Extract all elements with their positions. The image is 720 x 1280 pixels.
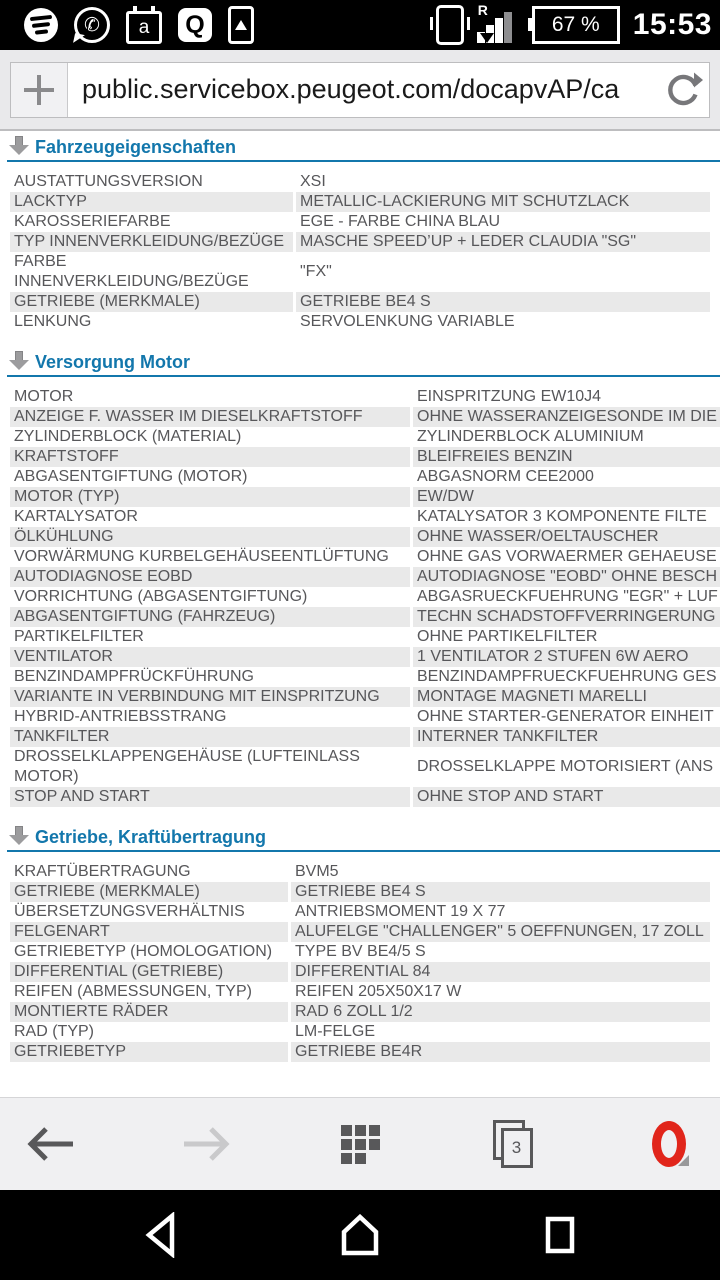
- table-row: [10, 707, 720, 727]
- table-row: [10, 292, 710, 312]
- table-row: [10, 487, 720, 507]
- spec-label: KRAFTÜBERTRAGUNG: [14, 863, 191, 880]
- spec-value: 1 VENTILATOR 2 STUFEN 6W AERO: [413, 647, 720, 667]
- spec-value: INTERNER TANKFILTER: [413, 727, 720, 747]
- spec-value: GETRIEBE BE4 S: [291, 882, 710, 902]
- spec-label: MOTOR: [14, 388, 74, 405]
- back-arrow-icon: [26, 1126, 76, 1162]
- table-row: [10, 252, 710, 292]
- table-row: [10, 447, 720, 467]
- spec-value: MONTAGE MAGNETI MARELLI: [413, 687, 720, 707]
- spec-value: OHNE STARTER-GENERATOR EINHEIT: [417, 708, 714, 725]
- system-status-icons: [436, 2, 712, 45]
- table-row: [10, 942, 710, 962]
- spec-section: [7, 826, 720, 1062]
- table-row: [10, 862, 710, 882]
- spec-table: [7, 172, 713, 332]
- spec-label: BENZINDAMPFRÜCKFÜHRUNG: [14, 668, 254, 685]
- spec-label: ABGASENTGIFTUNG (MOTOR): [14, 468, 248, 485]
- spec-value: ABGASNORM CEE2000: [417, 468, 594, 485]
- spec-table: [7, 862, 713, 1062]
- spec-label: ABGASENTGIFTUNG (FAHRZEUG): [10, 607, 410, 627]
- spec-label: MOTOR (TYP): [10, 487, 410, 507]
- nav-recents-icon: [545, 1216, 575, 1254]
- opera-menu-icon: [652, 1121, 686, 1167]
- table-row: [10, 962, 710, 982]
- table-row: [10, 882, 710, 902]
- spec-value: SERVOLENKUNG VARIABLE: [300, 313, 515, 330]
- spec-label: KARTALYSATOR: [14, 508, 138, 525]
- spec-value: EINSPRITZUNG EW10J4: [417, 388, 602, 405]
- spec-section: [7, 136, 720, 332]
- signal-notch: [480, 33, 494, 43]
- notification-icons: [24, 6, 254, 44]
- spec-value: OHNE STOP AND START: [413, 787, 720, 807]
- table-row: [10, 172, 710, 192]
- nav-back-icon: [144, 1212, 176, 1258]
- forward-button[interactable]: [177, 1115, 235, 1173]
- new-tab-button[interactable]: [11, 63, 68, 117]
- table-row: [10, 192, 710, 212]
- spec-value: DIFFERENTIAL 84: [291, 962, 710, 982]
- table-row: [10, 527, 720, 547]
- collapse-arrow-icon: [9, 136, 29, 156]
- spec-value: MASCHE SPEED’UP + LEDER CLAUDIA "SG": [296, 232, 710, 252]
- reload-icon: [663, 70, 703, 110]
- spec-label: MONTIERTE RÄDER: [10, 1002, 288, 1022]
- spec-label: ANZEIGE F. WASSER IM DIESELKRAFTSTOFF: [10, 407, 410, 427]
- signal-strength-icon: [477, 2, 519, 45]
- spec-value: EGE - FARBE CHINA BLAU: [300, 213, 501, 230]
- whatsapp-icon: ✆: [74, 7, 110, 43]
- spec-label: KAROSSERIEFARBE: [14, 213, 171, 230]
- spec-label: AUTODIAGNOSE EOBD: [10, 567, 410, 587]
- spec-value: AUTODIAGNOSE "EOBD" OHNE BESCH: [413, 567, 720, 587]
- spec-label: DIFFERENTIAL (GETRIEBE): [10, 962, 288, 982]
- spec-value: GETRIEBE BE4R: [291, 1042, 710, 1062]
- spec-label: GETRIEBE (MERKMALE): [10, 882, 288, 902]
- spec-value: OHNE GAS VORWAERMER GEHAEUSE: [417, 548, 717, 565]
- spec-value: ALUFELGE "CHALLENGER" 5 OEFFNUNGEN, 17 ZOLL: [291, 922, 710, 942]
- spec-label: RAD (TYP): [14, 1023, 94, 1040]
- table-row: [10, 587, 720, 607]
- spec-value: GETRIEBE BE4 S: [296, 292, 710, 312]
- spec-value: DROSSELKLAPPE MOTORISIERT (ANS: [417, 758, 714, 775]
- table-row: [10, 547, 720, 567]
- spec-label: STOP AND START: [10, 787, 410, 807]
- spec-value: ANTRIEBSMOMENT 19 X 77: [295, 903, 506, 920]
- table-row: [10, 567, 720, 587]
- spec-label: REIFEN (ABMESSUNGEN, TYP): [14, 983, 252, 1000]
- table-row: [10, 982, 710, 1002]
- clock: 15:53: [632, 8, 712, 41]
- table-row: [10, 312, 710, 332]
- table-row: [10, 387, 720, 407]
- collapse-arrow-icon: [9, 351, 29, 371]
- tabs-button[interactable]: [486, 1115, 544, 1173]
- spec-label: VORRICHTUNG (ABGASENTGIFTUNG): [14, 588, 308, 605]
- section-header[interactable]: [7, 136, 720, 162]
- table-row: [10, 687, 720, 707]
- spec-value: OHNE PARTIKELFILTER: [417, 628, 598, 645]
- spec-value: "FX": [300, 263, 332, 280]
- status-bar: [0, 0, 720, 50]
- spec-value: KATALYSATOR 3 KOMPONENTE FILTE: [417, 508, 707, 525]
- spec-label: FARBE INNENVERKLEIDUNG/BEZÜGE: [14, 253, 249, 290]
- table-row: [10, 467, 720, 487]
- table-row: [10, 1022, 710, 1042]
- spec-label: DROSSELKLAPPENGEHÄUSE (LUFTEINLASS MOTOR): [14, 748, 360, 785]
- spec-value: ZYLINDERBLOCK ALUMINIUM: [417, 428, 644, 445]
- section-title: Fahrzeugeigenschaften: [35, 137, 237, 157]
- spec-label: ZYLINDERBLOCK (MATERIAL): [14, 428, 242, 445]
- table-row: [10, 1002, 710, 1022]
- spec-value: OHNE WASSERANZEIGESONDE IM DIE: [413, 407, 720, 427]
- spec-label: KRAFTSTOFF: [10, 447, 410, 467]
- android-nav-bar: [0, 1190, 720, 1280]
- spotify-icon: [24, 8, 58, 42]
- plus-icon: [24, 75, 54, 105]
- nav-back-button[interactable]: [137, 1210, 183, 1260]
- speed-dial-button[interactable]: [331, 1115, 389, 1173]
- speed-dial-grid-icon: [341, 1125, 380, 1164]
- spec-value: TYPE BV BE4/5 S: [295, 943, 426, 960]
- table-row: [10, 647, 720, 667]
- spec-label: HYBRID-ANTRIEBSSTRANG: [14, 708, 227, 725]
- page-content: [0, 131, 720, 1097]
- table-row: [10, 787, 720, 807]
- table-row: [10, 607, 720, 627]
- spec-label: FELGENART: [10, 922, 288, 942]
- section-title: Getriebe, Kraftübertragung: [35, 827, 267, 847]
- spec-section: [7, 351, 720, 807]
- table-row: [10, 407, 720, 427]
- spec-value: LM-FELGE: [295, 1023, 376, 1040]
- spec-value: METALLIC-LACKIERUNG MIT SCHUTZLACK: [296, 192, 710, 212]
- table-row: [10, 232, 710, 252]
- spec-label: TANKFILTER: [10, 727, 410, 747]
- spec-label: LACKTYP: [10, 192, 293, 212]
- back-button[interactable]: [22, 1115, 80, 1173]
- table-row: [10, 747, 720, 787]
- tabs-icon: [493, 1120, 537, 1168]
- spec-value: RAD 6 ZOLL 1/2: [291, 1002, 710, 1022]
- table-row: [10, 627, 720, 647]
- table-row: [10, 902, 710, 922]
- opera-menu-button[interactable]: [640, 1115, 698, 1173]
- spec-label: AUSTATTUNGSVERSION: [14, 173, 203, 190]
- roaming-indicator: R: [477, 2, 488, 18]
- opera-toolbar: [0, 1097, 720, 1190]
- spec-label: PARTIKELFILTER: [14, 628, 144, 645]
- tab-count-badge: 3: [511, 1138, 522, 1157]
- table-row: [10, 507, 720, 527]
- table-row: [10, 1042, 710, 1062]
- spec-label: ÖLKÜHLUNG: [10, 527, 410, 547]
- browser-chrome: [0, 50, 720, 131]
- spec-value: OHNE WASSER/OELTAUSCHER: [413, 527, 720, 547]
- nav-recents-button[interactable]: [537, 1210, 583, 1260]
- section-header[interactable]: [7, 351, 720, 377]
- table-row: [10, 727, 720, 747]
- spec-value: ABGASRUECKFUEHRUNG "EGR" + LUF: [417, 588, 718, 605]
- spec-value: BLEIFREIES BENZIN: [413, 447, 720, 467]
- forward-arrow-icon: [181, 1126, 231, 1162]
- spec-label: TYP INNENVERKLEIDUNG/BEZÜGE: [10, 232, 293, 252]
- battery-percent: 67 %: [551, 13, 600, 36]
- spec-value: XSI: [300, 173, 326, 190]
- section-title: Versorgung Motor: [35, 352, 191, 372]
- spec-value: REIFEN 205X50X17 W: [295, 983, 462, 1000]
- table-row: [10, 667, 720, 687]
- nav-home-icon: [340, 1214, 380, 1256]
- nav-home-button[interactable]: [337, 1210, 383, 1260]
- device-warning-icon: [228, 6, 254, 44]
- reload-button[interactable]: [657, 63, 709, 117]
- spec-label: VORWÄRMUNG KURBELGEHÄUSEENTLÜFTUNG: [14, 548, 389, 565]
- spec-table: [7, 387, 720, 807]
- q-app-icon: Q: [178, 8, 212, 42]
- spec-value: BENZINDAMPFRUECKFUEHRUNG GES: [417, 668, 717, 685]
- vibrate-icon: [436, 5, 464, 45]
- spec-label: VARIANTE IN VERBINDUNG MIT EINSPRITZUNG: [10, 687, 410, 707]
- table-row: [10, 212, 710, 232]
- spec-label: ÜBERSETZUNGSVERHÄLTNIS: [14, 903, 245, 920]
- spec-value: TECHN SCHADSTOFFVERRINGERUNG: [413, 607, 720, 627]
- collapse-arrow-icon: [9, 826, 29, 846]
- table-row: [10, 922, 710, 942]
- section-header[interactable]: [7, 826, 720, 852]
- spec-label: GETRIEBETYP: [10, 1042, 288, 1062]
- battery-icon: [532, 6, 620, 44]
- calendar-a-icon: a: [126, 11, 162, 44]
- spec-value: EW/DW: [413, 487, 720, 507]
- url-field[interactable]: public.servicebox.peugeot.com/docapvAP/ca: [82, 74, 620, 104]
- table-row: [10, 427, 720, 447]
- spec-value: BVM5: [295, 863, 339, 880]
- spec-label: GETRIEBETYP (HOMOLOGATION): [14, 943, 273, 960]
- address-bar: [10, 62, 710, 118]
- spec-label: GETRIEBE (MERKMALE): [10, 292, 293, 312]
- spec-label: LENKUNG: [14, 313, 92, 330]
- spec-label: VENTILATOR: [10, 647, 410, 667]
